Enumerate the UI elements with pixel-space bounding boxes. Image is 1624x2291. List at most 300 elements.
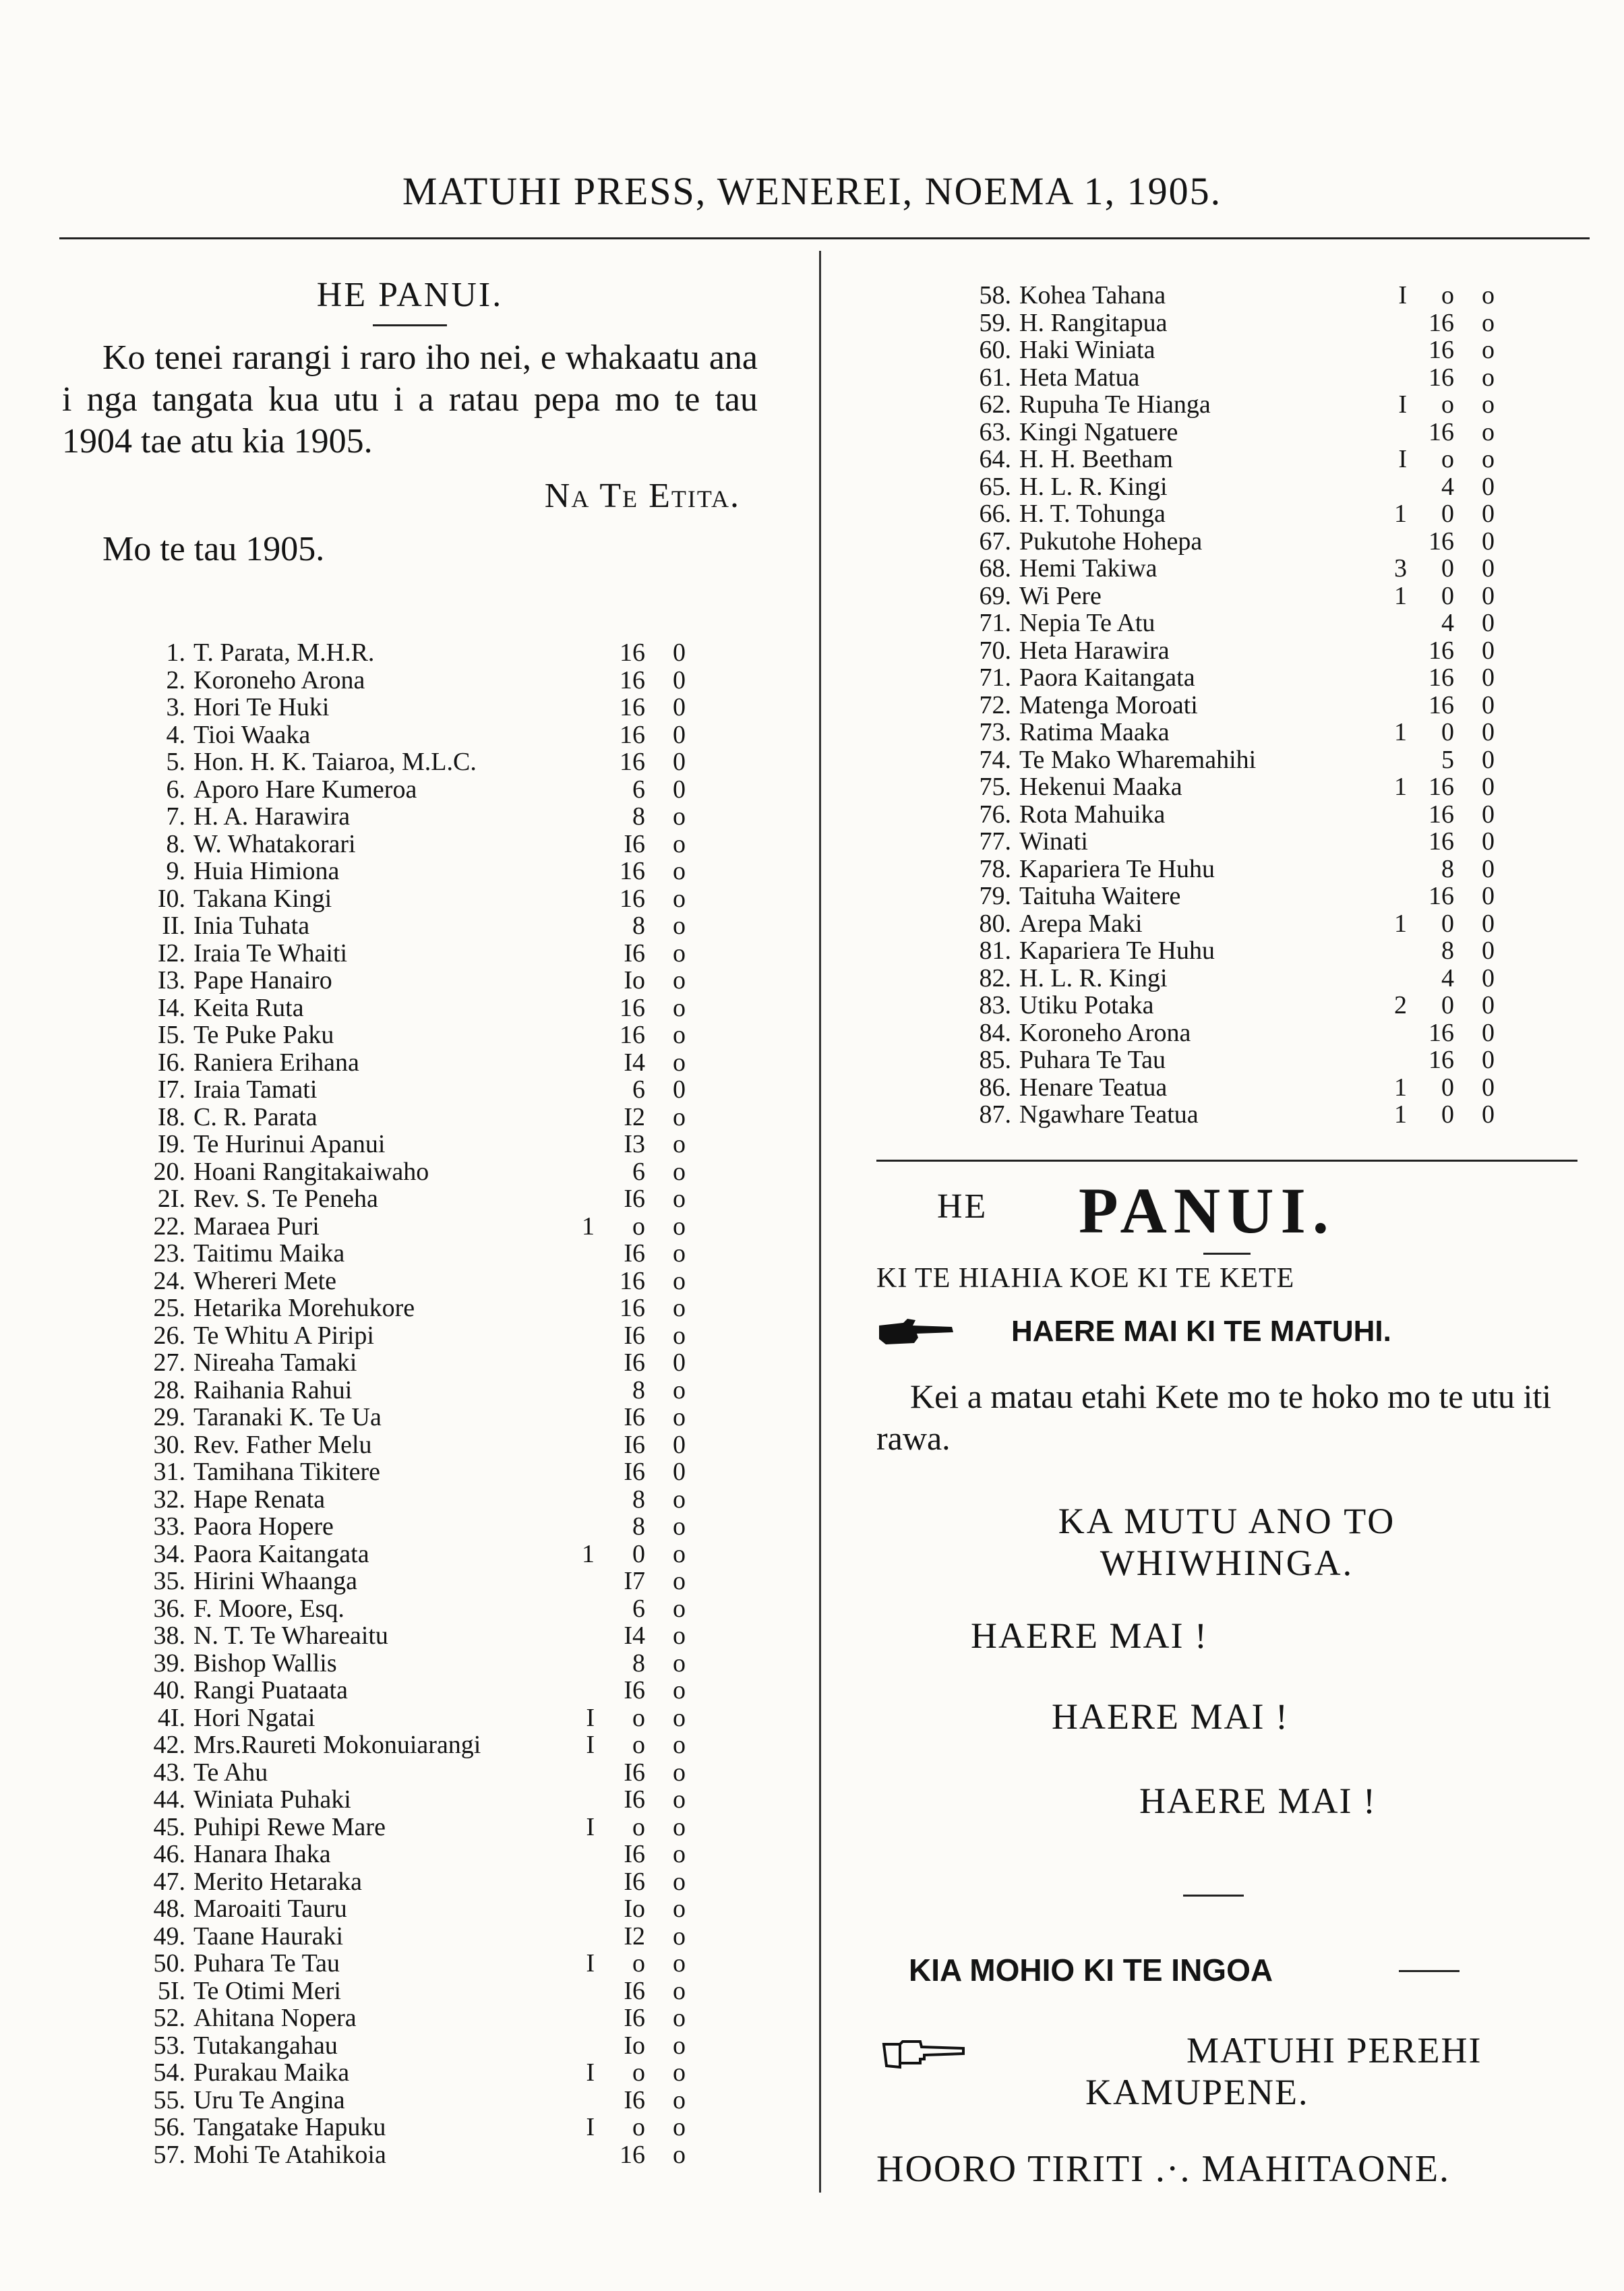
list-item-num: 61.	[979, 363, 1011, 392]
list-item-shillings: 16	[620, 638, 645, 667]
list-item-name: Hetarika Morehukore	[193, 1295, 415, 1322]
list-item-name: Hemi Takiwa	[1019, 555, 1157, 583]
list-item-shillings: I6	[624, 939, 645, 968]
list-item	[94, 885, 688, 913]
list-item-pounds	[564, 1185, 595, 1213]
list-item-num: I9.	[157, 1130, 185, 1158]
list-item	[94, 2059, 688, 2087]
list-item	[934, 664, 1500, 692]
list-item-num: 74.	[979, 745, 1011, 774]
list-item-name: Merito Hetaraka	[193, 1868, 363, 1895]
list-item-shillings: Io	[624, 966, 645, 994]
list-item-shillings: 0	[1441, 1073, 1454, 1102]
haere-mai-2: HAERE MAI !	[1052, 1696, 1289, 1737]
list-item-pounds	[564, 1841, 595, 1868]
list-item-num: 32.	[153, 1485, 185, 1514]
list-item-pence: o	[673, 1212, 686, 1241]
list-item-pounds	[1370, 637, 1407, 665]
list-item	[94, 1295, 688, 1322]
list-item-num: 67.	[979, 527, 1011, 556]
list-item-num: 33.	[153, 1512, 185, 1541]
list-item-pence: o	[673, 1403, 686, 1431]
list-item-pounds	[1370, 609, 1407, 637]
list-item-pounds	[564, 1513, 595, 1541]
list-item-shillings: 16	[1428, 1018, 1454, 1047]
list-item-name: Purakau Maika	[193, 2059, 350, 2087]
list-item-pounds	[564, 1404, 595, 1431]
list-item-pounds	[1370, 1046, 1407, 1074]
list-item-shillings: 16	[1428, 417, 1454, 446]
list-item-name: Arepa Maki	[1019, 910, 1143, 937]
list-item-shillings: 0	[1441, 500, 1454, 528]
list-item-shillings: I2	[624, 1922, 645, 1951]
list-item-num: 58.	[979, 281, 1011, 309]
list-item-pence: o	[673, 1485, 686, 1514]
list-item-shillings: 5	[1441, 745, 1454, 774]
list-item-num: 5I.	[157, 1976, 185, 2005]
advert-dash-2	[1183, 1895, 1244, 1897]
advert-he: HE	[937, 1187, 988, 1226]
list-item-name: F. Moore, Esq.	[193, 1595, 344, 1622]
advert-hooro: HOORO TIRITI .·. MAHITAONE.	[876, 2148, 1451, 2190]
list-item-pence: o	[673, 1130, 686, 1158]
list-item-pence: o	[673, 1867, 686, 1896]
list-item-name: Te Ahu	[193, 1758, 268, 1786]
list-item-name: Hon. H. K. Taiaroa, M.L.C.	[193, 748, 477, 776]
list-item-pounds	[564, 1240, 595, 1268]
list-item-pence: o	[1482, 281, 1495, 309]
list-item-pounds	[1370, 473, 1407, 501]
list-item	[94, 803, 688, 831]
list-item-pence: o	[673, 1840, 686, 1868]
list-item-name: Taitimu Maika	[193, 1240, 345, 1268]
list-item-pounds	[1370, 883, 1407, 910]
list-item-shillings: I6	[624, 1758, 645, 1787]
list-item-shillings: 16	[1428, 827, 1454, 856]
list-item-num: 8.	[166, 829, 185, 858]
list-item-pounds	[564, 721, 595, 749]
list-item	[94, 831, 688, 858]
list-item-pence: 0	[1482, 718, 1495, 746]
list-item-name: Inia Tuhata	[193, 912, 310, 940]
list-item-pounds	[564, 1104, 595, 1131]
list-item-num: 25.	[153, 1294, 185, 1322]
list-item-pounds: 2	[1394, 991, 1407, 1019]
advert-line1: KI TE HIAHIA KOE KI TE KETE	[876, 1263, 1295, 1294]
list-item	[94, 1814, 688, 1841]
list-item-shillings: 16	[1428, 1046, 1454, 1074]
list-item-num: 83.	[979, 991, 1011, 1019]
list-item-shillings: 16	[1428, 636, 1454, 665]
list-item	[934, 937, 1500, 965]
list-item-pounds: 1	[582, 1539, 595, 1568]
list-item-name: Haki Winiata	[1019, 336, 1155, 364]
list-item	[94, 2032, 688, 2060]
list-item-name: Taranaki K. Te Ua	[193, 1404, 382, 1431]
list-item-pounds: I	[586, 1731, 595, 1759]
list-item	[94, 1431, 688, 1459]
list-item-pounds	[564, 912, 595, 940]
list-item-num: 46.	[153, 1840, 185, 1868]
list-item	[94, 940, 688, 968]
advert-panui: PANUI.	[1079, 1174, 1335, 1247]
list-item-shillings: 8	[1441, 936, 1454, 965]
list-item-name: Te Hurinui Apanui	[193, 1131, 386, 1158]
list-item	[94, 2141, 688, 2169]
list-item-num: I4.	[157, 993, 185, 1022]
list-item-pence: 0	[1482, 581, 1495, 610]
list-item-shillings: 8	[632, 1648, 645, 1677]
list-item-pence: o	[673, 1731, 686, 1759]
list-item-name: Te Mako Wharemahihi	[1019, 746, 1257, 773]
list-item-shillings: 6	[632, 775, 645, 804]
list-item	[934, 419, 1500, 446]
list-item-num: 2I.	[157, 1185, 185, 1213]
list-item-name: Rupuha Te Hianga	[1019, 391, 1211, 419]
list-item-pounds	[564, 1622, 595, 1650]
list-item	[94, 1650, 688, 1677]
list-item-num: 45.	[153, 1812, 185, 1841]
list-item-name: Taituha Waitere	[1019, 883, 1181, 910]
list-item-shillings: o	[632, 1949, 645, 1977]
list-item-shillings: 16	[620, 857, 645, 885]
list-item-num: 39.	[153, 1648, 185, 1677]
list-item	[94, 1049, 688, 1077]
list-item	[94, 2114, 688, 2141]
haere-mai-3: HAERE MAI !	[1139, 1781, 1377, 1821]
list-item-num: 28.	[153, 1375, 185, 1404]
list-item-name: Takana Kingi	[193, 885, 332, 912]
list-item-pence: o	[673, 1185, 686, 1213]
list-item-name: T. Parata, M.H.R.	[193, 639, 375, 667]
list-item-shillings: 16	[1428, 308, 1454, 337]
list-item-pounds	[564, 1786, 595, 1814]
list-item-pence: 0	[1482, 963, 1495, 992]
list-item-pence: o	[673, 993, 686, 1022]
list-item-pence: o	[673, 1703, 686, 1732]
list-item-shillings: I6	[624, 1976, 645, 2005]
payment-list-right	[934, 282, 1500, 1129]
list-item-pounds: 1	[1394, 773, 1407, 801]
list-item-num: 27.	[153, 1348, 185, 1377]
list-item-pounds	[564, 1322, 595, 1350]
list-item-shillings: 16	[1428, 800, 1454, 829]
list-item	[934, 1101, 1500, 1129]
list-item-pence: o	[673, 1512, 686, 1541]
list-item-pence: o	[673, 1621, 686, 1650]
list-item-pence: o	[673, 939, 686, 968]
list-item-num: 31.	[153, 1458, 185, 1486]
list-item-pence: 0	[1482, 690, 1495, 719]
list-item-num: 49.	[153, 1922, 185, 1951]
list-item	[94, 1404, 688, 1431]
list-item	[94, 1731, 688, 1759]
list-item-shillings: 6	[632, 1594, 645, 1623]
list-item-pence: 0	[673, 693, 686, 721]
list-item	[934, 446, 1500, 473]
list-item-num: 5.	[166, 748, 185, 776]
list-item-name: Kapariera Te Huhu	[1019, 855, 1215, 883]
list-item-name: Puhara Te Tau	[1019, 1046, 1166, 1074]
list-item-shillings: 4	[1441, 963, 1454, 992]
list-item	[934, 336, 1500, 364]
list-item-num: 42.	[153, 1731, 185, 1759]
list-item-pence: o	[673, 2031, 686, 2060]
list-item-pence: o	[673, 1321, 686, 1350]
list-item	[934, 1046, 1500, 1074]
list-item	[94, 721, 688, 749]
advert-haere-matuhi: HAERE MAI KI TE MATUHI.	[1011, 1315, 1391, 1348]
list-item-pounds	[564, 748, 595, 776]
masthead: MATUHI PRESS, WENEREI, NOEMA 1, 1905.	[402, 169, 1222, 213]
list-item	[94, 1841, 688, 1868]
list-item-shillings: o	[1441, 390, 1454, 419]
list-item-pence: o	[1482, 336, 1495, 364]
list-item	[934, 528, 1500, 556]
list-item-pence: 0	[1482, 609, 1495, 637]
list-item-pence: o	[673, 2113, 686, 2141]
list-item-num: 60.	[979, 336, 1011, 364]
list-item-pounds	[1370, 937, 1407, 965]
notice-title: HE PANUI.	[316, 276, 504, 314]
list-item-name: Raihania Rahui	[193, 1376, 353, 1404]
list-item-pounds	[1370, 828, 1407, 856]
list-item-name: Ahitana Nopera	[193, 2004, 357, 2032]
list-item-num: 80.	[979, 909, 1011, 938]
list-item-pence: o	[673, 966, 686, 994]
list-item-pence: 0	[1482, 882, 1495, 910]
list-item-shillings: Io	[624, 1895, 645, 1923]
list-item-pounds	[564, 1923, 595, 1951]
list-item	[94, 1268, 688, 1295]
list-item-num: 55.	[153, 2085, 185, 2114]
list-item-name: Mrs.Raureti Mokonuiarangi	[193, 1731, 481, 1759]
list-item	[934, 992, 1500, 1019]
list-item-pounds: I	[586, 1949, 595, 1977]
list-item-pounds	[564, 803, 595, 831]
list-item	[94, 1868, 688, 1896]
list-item	[94, 667, 688, 694]
list-item-name: Heta Matua	[1019, 363, 1140, 391]
list-item-num: 20.	[153, 1157, 185, 1186]
list-item-shillings: 8	[632, 802, 645, 831]
list-item-name: Iraia Te Whaiti	[193, 939, 348, 967]
list-item-shillings: I6	[624, 1239, 645, 1268]
list-item-pence: o	[673, 1157, 686, 1186]
title-dash	[373, 324, 447, 326]
list-item-shillings: I6	[624, 1840, 645, 1868]
list-item-pounds	[564, 1431, 595, 1459]
list-item-name: Maraea Puri	[193, 1212, 320, 1240]
list-item-num: 2.	[166, 665, 185, 694]
list-item-name: Henare Teatua	[1019, 1073, 1168, 1101]
list-item-name: Te Otimi Meri	[193, 1977, 341, 2004]
list-item-shillings: 16	[620, 1266, 645, 1295]
list-item-shillings: 16	[1428, 527, 1454, 556]
list-item	[94, 1513, 688, 1541]
column-divider	[819, 251, 821, 2193]
list-item-pounds	[564, 1295, 595, 1322]
advert-body: Kei a matau etahi Kete mo te hoko mo te utu iti rawa.	[876, 1377, 1552, 1457]
list-item-num: 76.	[979, 800, 1011, 829]
list-item	[934, 500, 1500, 528]
list-item	[94, 1486, 688, 1514]
list-item-shillings: 8	[632, 1485, 645, 1514]
list-item-shillings: 8	[632, 1512, 645, 1541]
list-item-num: 71.	[979, 663, 1011, 692]
list-item-pounds	[564, 967, 595, 994]
list-item-name: Tioi Waaka	[193, 721, 311, 748]
list-item-pounds	[564, 1076, 595, 1104]
list-item	[94, 994, 688, 1022]
list-item-num: 52.	[153, 2004, 185, 2032]
list-item-name: Tamihana Tikitere	[193, 1458, 381, 1486]
list-item-pounds	[1370, 336, 1407, 364]
list-item-name: W. Whatakorari	[193, 830, 356, 858]
list-item-pounds	[564, 1868, 595, 1896]
list-item-name: Paora Kaitangata	[193, 1540, 369, 1568]
list-item-shillings: 8	[632, 1375, 645, 1404]
list-item-name: Raniera Erihana	[193, 1048, 359, 1076]
list-item-num: 3.	[166, 693, 185, 721]
list-item-pence: 0	[673, 1458, 686, 1486]
list-item-name: Nireaha Tamaki	[193, 1349, 357, 1377]
list-item-name: C. R. Parata	[193, 1103, 318, 1131]
list-item-pounds: I	[586, 2113, 595, 2141]
list-item-pounds: I	[1398, 390, 1407, 419]
list-item-pounds: 1	[1394, 581, 1407, 610]
list-item-name: Huia Himiona	[193, 858, 340, 885]
list-item-pence: 0	[673, 638, 686, 667]
list-item-pounds	[1370, 856, 1407, 883]
list-item-name: N. T. Te Whareaitu	[193, 1622, 388, 1650]
list-item-shillings: I7	[624, 1567, 645, 1595]
list-item-name: Hekenui Maaka	[1019, 773, 1182, 801]
list-item-shillings: o	[632, 1212, 645, 1241]
list-item-pounds	[564, 1349, 595, 1377]
list-item-name: Kapariera Te Huhu	[1019, 937, 1215, 965]
list-item	[934, 801, 1500, 829]
list-item	[934, 719, 1500, 746]
list-item-pounds: 1	[582, 1212, 595, 1241]
list-item-shillings: I6	[624, 1458, 645, 1486]
advert-mutu	[876, 1500, 1577, 1584]
list-item-pence: 0	[673, 1430, 686, 1459]
list-item-shillings: 4	[1441, 609, 1454, 637]
list-item-num: I6.	[157, 1048, 185, 1077]
list-item	[94, 2004, 688, 2032]
list-item-shillings: 16	[620, 720, 645, 749]
kia-mohio-dash	[1399, 1970, 1460, 1972]
list-item-pounds: 3	[1394, 554, 1407, 583]
list-item	[934, 746, 1500, 774]
list-item-pence: o	[673, 857, 686, 885]
list-item-num: 44.	[153, 1785, 185, 1814]
list-item-num: I8.	[157, 1102, 185, 1131]
list-item	[94, 748, 688, 776]
list-item-pence: 0	[1482, 1100, 1495, 1129]
advert-mutu-line2: WHIWHINGA.	[1100, 1543, 1354, 1583]
list-item-shillings: 16	[1428, 690, 1454, 719]
list-item-shillings: 16	[1428, 363, 1454, 392]
list-item-name: Hanara Ihaka	[193, 1841, 331, 1868]
list-item-num: 78.	[979, 854, 1011, 883]
list-item-shillings: o	[632, 1812, 645, 1841]
list-item	[94, 1213, 688, 1241]
list-item-pounds	[1370, 1019, 1407, 1047]
list-item-shillings: 16	[1428, 882, 1454, 910]
list-item-name: H. T. Tohunga	[1019, 500, 1166, 528]
list-item	[94, 1977, 688, 2005]
list-item-pence: o	[673, 1648, 686, 1677]
list-item-pounds	[1370, 419, 1407, 446]
list-item-num: 54.	[153, 2058, 185, 2087]
list-item-pounds	[564, 2032, 595, 2060]
list-item-pounds: I	[1398, 445, 1407, 473]
list-item-pence: 0	[673, 1348, 686, 1377]
list-item	[934, 856, 1500, 883]
list-item-pence: 0	[1482, 1046, 1495, 1074]
top-rule	[59, 237, 1590, 239]
list-item	[934, 1074, 1500, 1102]
list-item-name: Hoani Rangitakaiwaho	[193, 1158, 429, 1185]
list-item-num: 57.	[153, 2140, 185, 2169]
list-item	[94, 1595, 688, 1623]
list-item-shillings: 0	[1441, 991, 1454, 1019]
list-item-pounds: 1	[1394, 1073, 1407, 1102]
list-item	[934, 637, 1500, 665]
list-item-shillings: 16	[620, 1294, 645, 1322]
list-item-pence: o	[673, 1294, 686, 1322]
list-item-pence: o	[673, 1594, 686, 1623]
list-item-num: 86.	[979, 1073, 1011, 1102]
list-item-shillings: I6	[624, 1867, 645, 1896]
list-item-num: 1.	[166, 638, 185, 667]
list-item-pence: o	[673, 1021, 686, 1049]
list-item	[94, 1377, 688, 1404]
list-item-num: 56.	[153, 2113, 185, 2141]
list-item-name: Koroneho Arona	[193, 666, 365, 694]
list-item-num: 4I.	[157, 1703, 185, 1732]
list-item-shillings: I6	[624, 1676, 645, 1704]
list-item-shillings: Io	[624, 2031, 645, 2060]
list-item-name: Tangatake Hapuku	[193, 2114, 386, 2141]
list-item	[94, 694, 688, 721]
list-item-pounds	[564, 1131, 595, 1158]
list-item-pence: 0	[1482, 1018, 1495, 1047]
list-item-pounds	[1370, 801, 1407, 829]
list-item-pounds	[564, 1268, 595, 1295]
list-item-name: Wi Pere	[1019, 582, 1102, 609]
list-item-name: Maroaiti Tauru	[193, 1895, 347, 1923]
list-item-pounds	[1370, 746, 1407, 774]
list-item	[934, 391, 1500, 419]
list-item	[94, 912, 688, 940]
list-item-num: 26.	[153, 1321, 185, 1350]
list-item-num: 72.	[979, 690, 1011, 719]
list-item-name: H. L. R. Kingi	[1019, 473, 1168, 500]
list-item-num: 66.	[979, 500, 1011, 528]
list-item-num: 62.	[979, 390, 1011, 419]
list-item-shillings: 16	[620, 665, 645, 694]
list-item-pence: o	[673, 1976, 686, 2005]
list-item-num: 9.	[166, 857, 185, 885]
list-item	[94, 1185, 688, 1213]
list-item-num: 87.	[979, 1100, 1011, 1129]
list-item	[934, 773, 1500, 801]
list-item-name: H. H. Beetham	[1019, 446, 1173, 473]
list-item-num: 71.	[979, 609, 1011, 637]
